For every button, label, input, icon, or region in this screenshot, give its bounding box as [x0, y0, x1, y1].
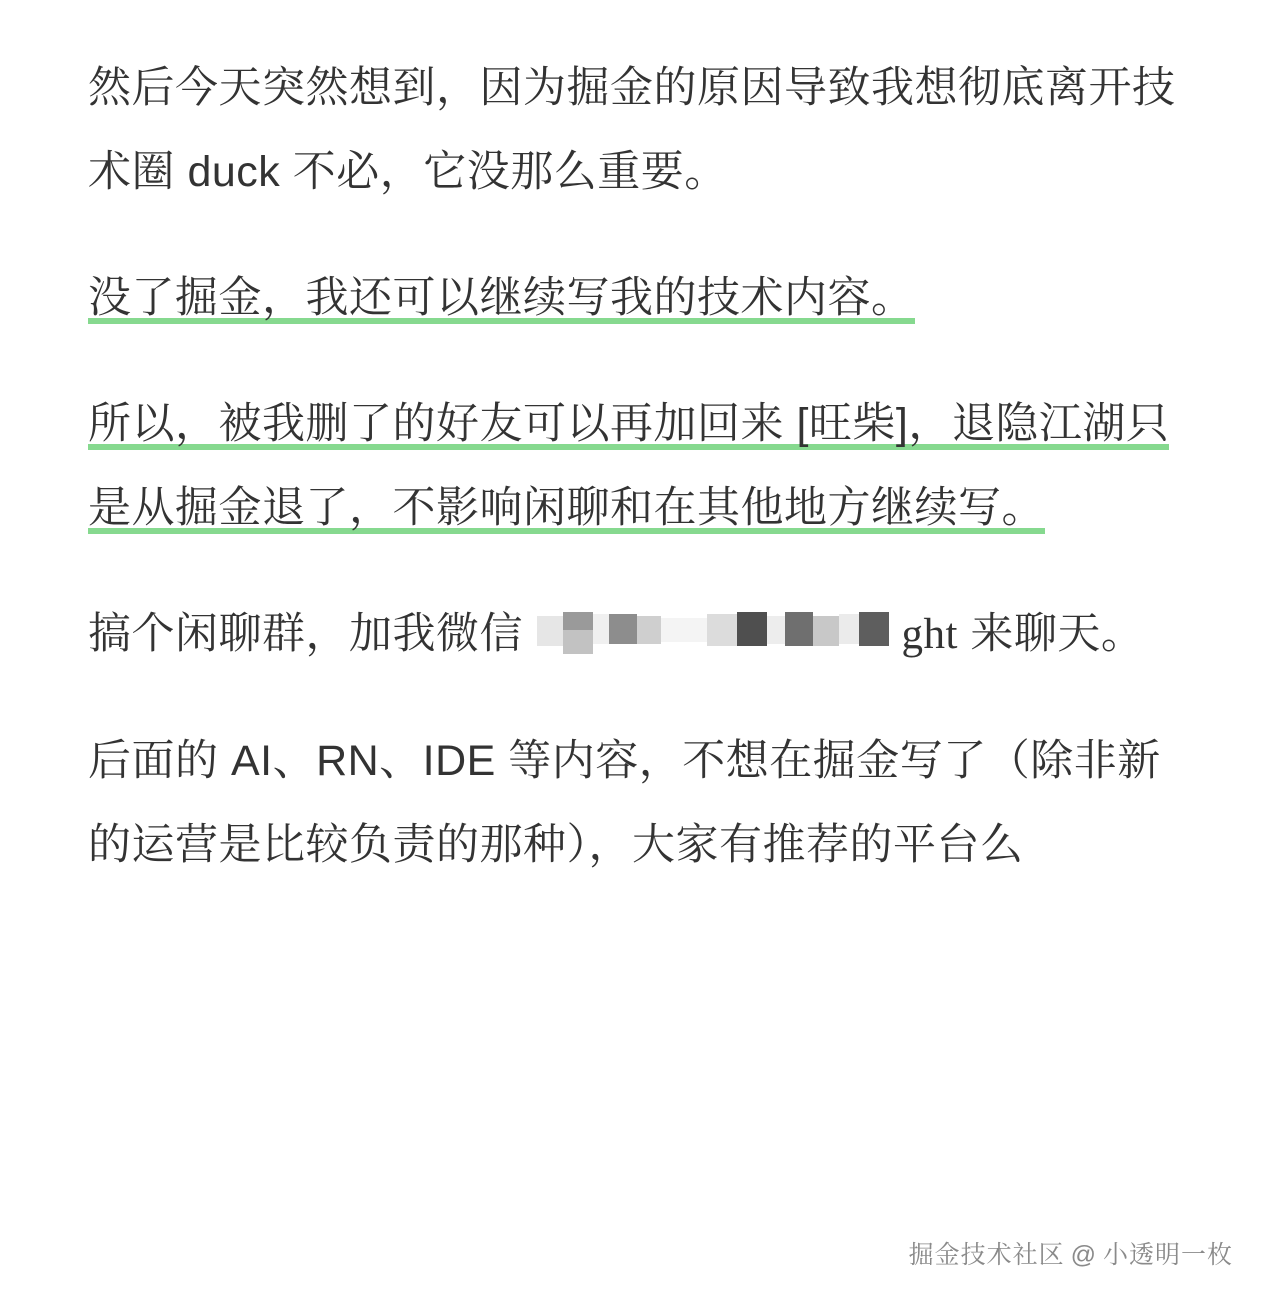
paragraph-visible-suffix: ght	[901, 611, 958, 658]
paragraph-suffix: 来聊天。	[957, 610, 1145, 658]
paragraph-quit-thought	[88, 46, 1179, 214]
paragraph-text: 然后今天突然想到，因为掘金的原因导致我想彻底离开技术圈 duck 不必，它没那么重要。	[88, 64, 1176, 196]
highlighted-text: 没了掘金，我还可以继续写我的技术内容。	[88, 274, 915, 322]
footer-site-name: 掘金技术社区	[908, 1241, 1065, 1269]
paragraph-prefix: 搞个闲聊群，加我微信	[88, 610, 523, 658]
footer-author-name: 小透明一枚	[1102, 1241, 1233, 1269]
redacted-wechat-id	[537, 602, 899, 654]
highlighted-text: 所以，被我删了的好友可以再加回来 [旺柴]，退隐江湖只是从掘金退了，不影响闲聊和在其他地方继续写。	[88, 400, 1170, 532]
footer-separator: @	[1070, 1241, 1097, 1269]
paragraph-keep-writing	[88, 256, 1179, 340]
paragraph-future-topics	[88, 719, 1179, 887]
footer-attribution	[909, 1235, 1233, 1271]
paragraph-wechat-group	[88, 592, 1179, 677]
paragraph-re-add-friends	[88, 382, 1179, 550]
paragraph-text: 后面的 AI、RN、IDE 等内容，不想在掘金写了（除非新的运营是比较负责的那种），大家有推荐的平台么	[88, 737, 1161, 869]
